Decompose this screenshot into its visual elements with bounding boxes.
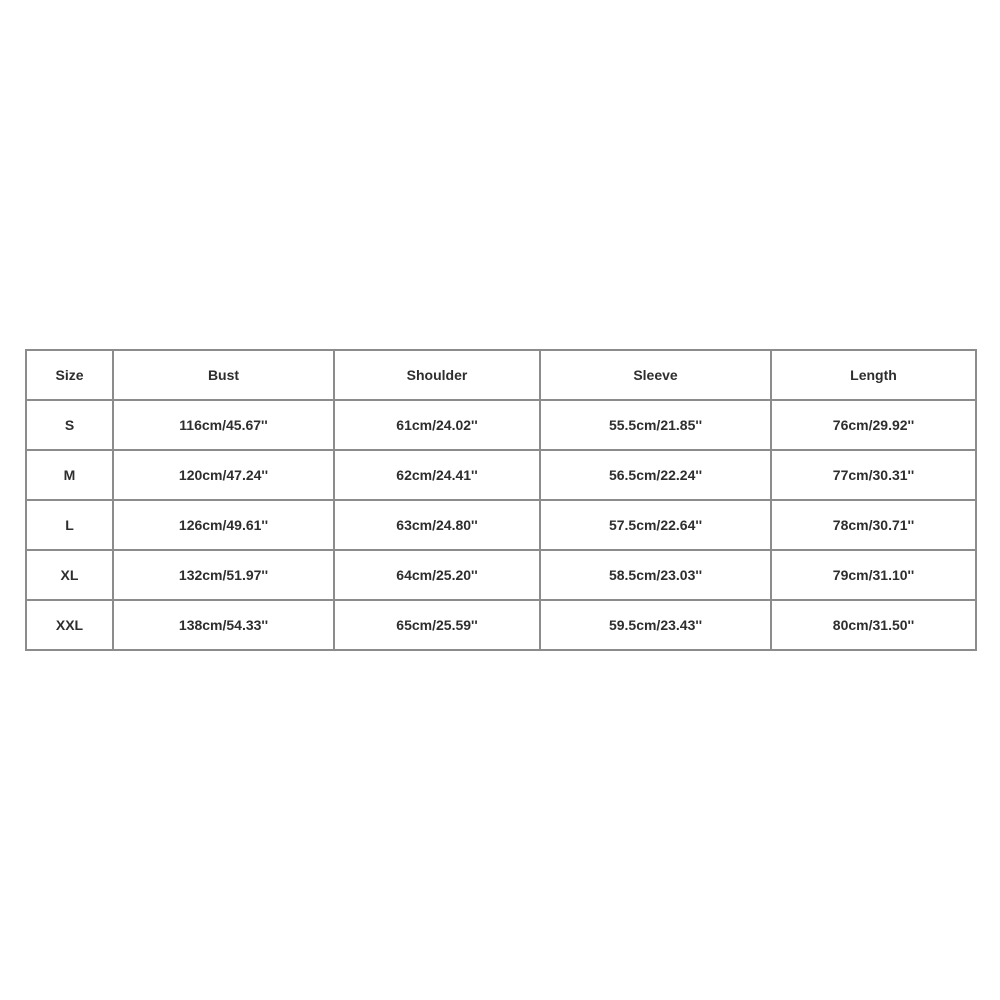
cell-length: 79cm/31.10'': [771, 550, 976, 600]
cell-bust: 138cm/54.33'': [113, 600, 334, 650]
table-row: [26, 400, 976, 450]
header-shoulder: Shoulder: [334, 350, 540, 400]
cell-size: M: [26, 450, 113, 500]
cell-size: L: [26, 500, 113, 550]
cell-length: 80cm/31.50'': [771, 600, 976, 650]
header-size: Size: [26, 350, 113, 400]
table-header: [26, 350, 976, 400]
cell-length: 78cm/30.71'': [771, 500, 976, 550]
cell-shoulder: 61cm/24.02'': [334, 400, 540, 450]
header-row: [26, 350, 976, 400]
table-row: [26, 500, 976, 550]
cell-bust: 120cm/47.24'': [113, 450, 334, 500]
cell-size: XXL: [26, 600, 113, 650]
header-bust: Bust: [113, 350, 334, 400]
cell-length: 76cm/29.92'': [771, 400, 976, 450]
table-row: [26, 550, 976, 600]
cell-size: S: [26, 400, 113, 450]
cell-length: 77cm/30.31'': [771, 450, 976, 500]
cell-sleeve: 59.5cm/23.43'': [540, 600, 771, 650]
cell-bust: 132cm/51.97'': [113, 550, 334, 600]
cell-sleeve: 58.5cm/23.03'': [540, 550, 771, 600]
cell-shoulder: 62cm/24.41'': [334, 450, 540, 500]
header-length: Length: [771, 350, 976, 400]
cell-sleeve: 57.5cm/22.64'': [540, 500, 771, 550]
cell-bust: 116cm/45.67'': [113, 400, 334, 450]
cell-shoulder: 65cm/25.59'': [334, 600, 540, 650]
table-row: [26, 450, 976, 500]
table-body: [26, 400, 976, 650]
table-row: [26, 600, 976, 650]
header-sleeve: Sleeve: [540, 350, 771, 400]
cell-sleeve: 55.5cm/21.85'': [540, 400, 771, 450]
cell-size: XL: [26, 550, 113, 600]
cell-shoulder: 64cm/25.20'': [334, 550, 540, 600]
cell-bust: 126cm/49.61'': [113, 500, 334, 550]
cell-sleeve: 56.5cm/22.24'': [540, 450, 771, 500]
size-chart-table: [25, 349, 977, 651]
cell-shoulder: 63cm/24.80'': [334, 500, 540, 550]
